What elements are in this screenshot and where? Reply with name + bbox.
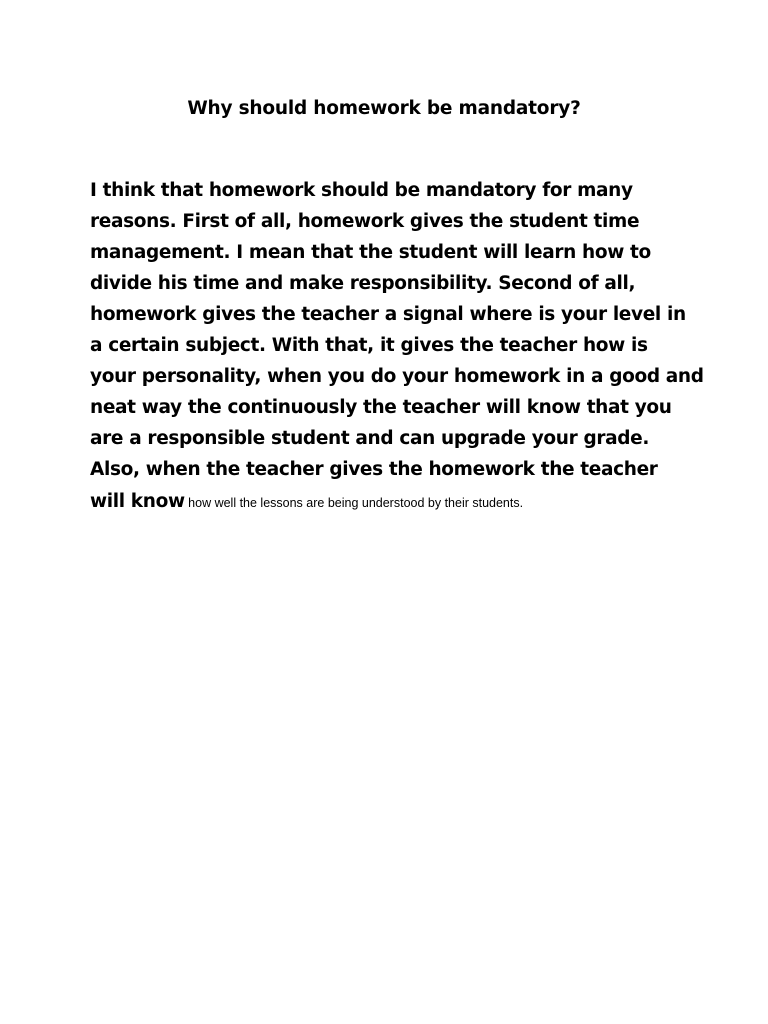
paragraph-last-bold-text: will know: [90, 491, 185, 512]
paragraph-line-8: neat way the continuously the teacher will know that you: [90, 397, 672, 418]
paragraph-line-11: [90, 489, 523, 516]
paragraph-line-1: I think that homework should be mandatory for many: [90, 180, 633, 201]
paragraph-line-5: homework gives the teacher a signal where is your level in: [90, 304, 686, 325]
paragraph-line-4: divide his time and make responsibility. Second of all,: [90, 273, 636, 294]
paragraph-line-9: are a responsible student and can upgrade your grade.: [90, 428, 650, 449]
paragraph-last-small-text: how well the lessons are being understood by their students.: [184, 496, 524, 510]
document-title: Why should homework be mandatory?: [187, 98, 581, 119]
paragraph-line-7: your personality, when you do your homework in a good and: [90, 366, 704, 387]
paragraph-line-2: reasons. First of all, homework gives the student time: [90, 211, 640, 232]
paragraph-line-6: a certain subject. With that, it gives the teacher how is: [90, 335, 648, 356]
paragraph-line-3: management. I mean that the student will learn how to: [90, 242, 651, 263]
paragraph-line-10: Also, when the teacher gives the homework the teacher: [90, 459, 658, 480]
